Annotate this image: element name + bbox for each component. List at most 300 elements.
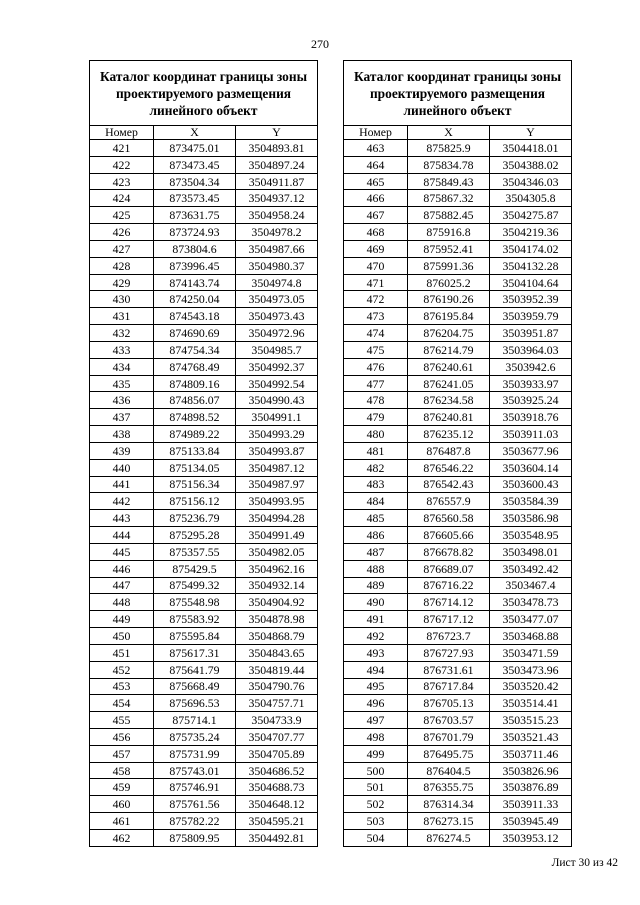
cell-x: 874143.74 xyxy=(154,274,236,291)
column-header-number: Номер xyxy=(90,126,154,140)
cell-y: 3503933.97 xyxy=(490,375,572,392)
cell-number: 457 xyxy=(90,745,154,762)
table-row xyxy=(344,392,572,409)
table-row xyxy=(344,611,572,628)
table-row xyxy=(90,745,318,762)
cell-x: 875743.01 xyxy=(154,762,236,779)
cell-number: 462 xyxy=(90,829,154,846)
cell-y: 3504987.66 xyxy=(236,240,318,257)
cell-number: 485 xyxy=(344,510,408,527)
cell-y: 3504982.05 xyxy=(236,543,318,560)
cell-y: 3503478.73 xyxy=(490,594,572,611)
cell-y: 3504104.64 xyxy=(490,274,572,291)
cell-y: 3503586.98 xyxy=(490,510,572,527)
cell-number: 474 xyxy=(344,325,408,342)
cell-x: 875809.95 xyxy=(154,829,236,846)
table-row xyxy=(90,712,318,729)
cell-number: 467 xyxy=(344,207,408,224)
table-row xyxy=(90,358,318,375)
table-row xyxy=(344,358,572,375)
table-row xyxy=(90,695,318,712)
coordinate-catalog-left xyxy=(89,60,318,847)
cell-y: 3504993.95 xyxy=(236,493,318,510)
table-row xyxy=(90,493,318,510)
cell-y: 3504992.37 xyxy=(236,358,318,375)
cell-number: 504 xyxy=(344,829,408,846)
cell-x: 873473.45 xyxy=(154,156,236,173)
cell-y: 3504893.81 xyxy=(236,140,318,157)
table-row xyxy=(90,257,318,274)
table-row xyxy=(90,274,318,291)
cell-number: 429 xyxy=(90,274,154,291)
cell-y: 3504686.52 xyxy=(236,762,318,779)
cell-number: 499 xyxy=(344,745,408,762)
cell-y: 3503548.95 xyxy=(490,527,572,544)
table-row xyxy=(344,527,572,544)
cell-number: 448 xyxy=(90,594,154,611)
table-row xyxy=(90,442,318,459)
cell-y: 3504878.98 xyxy=(236,611,318,628)
cell-x: 875731.99 xyxy=(154,745,236,762)
table-row xyxy=(344,240,572,257)
cell-x: 875952.41 xyxy=(408,240,490,257)
cell-y: 3504595.21 xyxy=(236,813,318,830)
cell-number: 424 xyxy=(90,190,154,207)
table-row xyxy=(344,493,572,510)
cell-number: 471 xyxy=(344,274,408,291)
catalog-rows xyxy=(90,140,318,847)
cell-x: 876701.79 xyxy=(408,728,490,745)
table-row xyxy=(344,308,572,325)
cell-number: 441 xyxy=(90,476,154,493)
table-row xyxy=(90,728,318,745)
table-row xyxy=(90,325,318,342)
cell-number: 450 xyxy=(90,628,154,645)
cell-y: 3504648.12 xyxy=(236,796,318,813)
table-row xyxy=(344,813,572,830)
table-row xyxy=(90,644,318,661)
cell-number: 473 xyxy=(344,308,408,325)
cell-x: 875696.53 xyxy=(154,695,236,712)
cell-x: 875991.36 xyxy=(408,257,490,274)
table-row xyxy=(344,274,572,291)
cell-y: 3504733.9 xyxy=(236,712,318,729)
table-row xyxy=(90,560,318,577)
cell-y: 3503600.43 xyxy=(490,476,572,493)
cell-y: 3504707.77 xyxy=(236,728,318,745)
cell-number: 475 xyxy=(344,341,408,358)
cell-number: 470 xyxy=(344,257,408,274)
table-row xyxy=(344,409,572,426)
cell-number: 480 xyxy=(344,426,408,443)
cell-x: 876487.8 xyxy=(408,442,490,459)
cell-number: 431 xyxy=(90,308,154,325)
cell-number: 472 xyxy=(344,291,408,308)
cell-y: 3503467.4 xyxy=(490,577,572,594)
cell-y: 3504688.73 xyxy=(236,779,318,796)
cell-x: 876274.5 xyxy=(408,829,490,846)
cell-number: 436 xyxy=(90,392,154,409)
cell-x: 875849.43 xyxy=(408,173,490,190)
cell-x: 874898.52 xyxy=(154,409,236,426)
cell-y: 3504991.49 xyxy=(236,527,318,544)
cell-y: 3504492.81 xyxy=(236,829,318,846)
cell-number: 434 xyxy=(90,358,154,375)
cell-number: 452 xyxy=(90,661,154,678)
table-row xyxy=(344,291,572,308)
cell-number: 491 xyxy=(344,611,408,628)
cell-number: 482 xyxy=(344,459,408,476)
cell-number: 483 xyxy=(344,476,408,493)
column-header-number: Номер xyxy=(344,126,408,140)
table-row xyxy=(90,543,318,560)
table-row xyxy=(344,829,572,846)
cell-x: 875782.22 xyxy=(154,813,236,830)
cell-y: 3503711.46 xyxy=(490,745,572,762)
cell-x: 875429.5 xyxy=(154,560,236,577)
cell-number: 484 xyxy=(344,493,408,510)
column-header-y: Y xyxy=(490,126,572,140)
cell-number: 437 xyxy=(90,409,154,426)
cell-y: 3503477.07 xyxy=(490,611,572,628)
table-row xyxy=(90,678,318,695)
cell-y: 3504987.12 xyxy=(236,459,318,476)
table-row xyxy=(90,409,318,426)
cell-number: 454 xyxy=(90,695,154,712)
cell-number: 459 xyxy=(90,779,154,796)
cell-x: 875295.28 xyxy=(154,527,236,544)
page-number: 270 xyxy=(311,37,329,51)
cell-x: 876560.58 xyxy=(408,510,490,527)
cell-x: 875882.45 xyxy=(408,207,490,224)
cell-y: 3503826.96 xyxy=(490,762,572,779)
cell-y: 3504897.24 xyxy=(236,156,318,173)
cell-number: 461 xyxy=(90,813,154,830)
cell-x: 875617.31 xyxy=(154,644,236,661)
cell-number: 423 xyxy=(90,173,154,190)
cell-x: 874754.34 xyxy=(154,341,236,358)
cell-number: 488 xyxy=(344,560,408,577)
table-row xyxy=(344,644,572,661)
cell-y: 3504305.8 xyxy=(490,190,572,207)
cell-number: 490 xyxy=(344,594,408,611)
cell-x: 875761.56 xyxy=(154,796,236,813)
catalog-title: Каталог координат границы зоны проектируемого размещения линейного объект xyxy=(90,61,318,126)
cell-number: 503 xyxy=(344,813,408,830)
cell-number: 466 xyxy=(344,190,408,207)
cell-number: 477 xyxy=(344,375,408,392)
cell-x: 874768.49 xyxy=(154,358,236,375)
table-row xyxy=(90,207,318,224)
table-row xyxy=(90,661,318,678)
cell-number: 447 xyxy=(90,577,154,594)
cell-number: 464 xyxy=(344,156,408,173)
cell-x: 876240.61 xyxy=(408,358,490,375)
cell-y: 3504987.97 xyxy=(236,476,318,493)
cell-number: 430 xyxy=(90,291,154,308)
cell-number: 496 xyxy=(344,695,408,712)
cell-y: 3504275.87 xyxy=(490,207,572,224)
cell-x: 876190.26 xyxy=(408,291,490,308)
cell-x: 873573.45 xyxy=(154,190,236,207)
cell-x: 875595.84 xyxy=(154,628,236,645)
cell-x: 875916.8 xyxy=(408,224,490,241)
cell-number: 468 xyxy=(344,224,408,241)
cell-number: 442 xyxy=(90,493,154,510)
cell-x: 876195.84 xyxy=(408,308,490,325)
cell-x: 873996.45 xyxy=(154,257,236,274)
cell-number: 498 xyxy=(344,728,408,745)
cell-y: 3503498.01 xyxy=(490,543,572,560)
cell-y: 3503521.43 xyxy=(490,728,572,745)
cell-x: 875134.05 xyxy=(154,459,236,476)
cell-number: 479 xyxy=(344,409,408,426)
table-row xyxy=(90,156,318,173)
cell-number: 465 xyxy=(344,173,408,190)
cell-y: 3503514.41 xyxy=(490,695,572,712)
cell-x: 873804.6 xyxy=(154,240,236,257)
cell-number: 422 xyxy=(90,156,154,173)
table-row xyxy=(90,426,318,443)
table-row xyxy=(344,140,572,157)
cell-y: 3504985.7 xyxy=(236,341,318,358)
cell-number: 449 xyxy=(90,611,154,628)
table-row xyxy=(344,762,572,779)
cell-number: 455 xyxy=(90,712,154,729)
cell-number: 446 xyxy=(90,560,154,577)
cell-y: 3504994.28 xyxy=(236,510,318,527)
coordinate-catalog-right xyxy=(343,60,572,847)
cell-x: 873504.34 xyxy=(154,173,236,190)
cell-number: 438 xyxy=(90,426,154,443)
table-row xyxy=(90,240,318,257)
catalog-title: Каталог координат границы зоны проектируемого размещения линейного объект xyxy=(344,61,572,126)
table-row xyxy=(344,560,572,577)
cell-y: 3503953.12 xyxy=(490,829,572,846)
table-row xyxy=(90,510,318,527)
cell-x: 876273.15 xyxy=(408,813,490,830)
cell-y: 3504992.54 xyxy=(236,375,318,392)
cell-number: 502 xyxy=(344,796,408,813)
cell-x: 875735.24 xyxy=(154,728,236,745)
table-row xyxy=(90,190,318,207)
cell-x: 875133.84 xyxy=(154,442,236,459)
cell-x: 874543.18 xyxy=(154,308,236,325)
cell-y: 3504958.24 xyxy=(236,207,318,224)
cell-x: 876025.2 xyxy=(408,274,490,291)
cell-x: 876314.34 xyxy=(408,796,490,813)
cell-number: 486 xyxy=(344,527,408,544)
cell-y: 3503952.39 xyxy=(490,291,572,308)
cell-x: 876714.12 xyxy=(408,594,490,611)
cell-x: 876727.93 xyxy=(408,644,490,661)
cell-number: 421 xyxy=(90,140,154,157)
cell-number: 433 xyxy=(90,341,154,358)
table-row xyxy=(90,173,318,190)
table-row xyxy=(344,695,572,712)
table-row xyxy=(344,678,572,695)
cell-y: 3504973.05 xyxy=(236,291,318,308)
table-row xyxy=(344,207,572,224)
cell-y: 3504174.02 xyxy=(490,240,572,257)
cell-x: 876731.61 xyxy=(408,661,490,678)
table-row xyxy=(344,325,572,342)
cell-y: 3504978.2 xyxy=(236,224,318,241)
cell-x: 876240.81 xyxy=(408,409,490,426)
cell-x: 874250.04 xyxy=(154,291,236,308)
cell-y: 3504991.1 xyxy=(236,409,318,426)
table-row xyxy=(90,628,318,645)
table-row xyxy=(90,594,318,611)
cell-number: 453 xyxy=(90,678,154,695)
table-row xyxy=(90,224,318,241)
cell-x: 875583.92 xyxy=(154,611,236,628)
cell-y: 3504868.79 xyxy=(236,628,318,645)
cell-y: 3504993.29 xyxy=(236,426,318,443)
cell-y: 3504132.28 xyxy=(490,257,572,274)
table-row xyxy=(344,190,572,207)
cell-number: 500 xyxy=(344,762,408,779)
table-row xyxy=(344,224,572,241)
table-row xyxy=(344,543,572,560)
cell-number: 456 xyxy=(90,728,154,745)
cell-y: 3503964.03 xyxy=(490,341,572,358)
table-row xyxy=(90,611,318,628)
table-row xyxy=(344,426,572,443)
cell-y: 3503468.88 xyxy=(490,628,572,645)
cell-y: 3504219.36 xyxy=(490,224,572,241)
cell-x: 876241.05 xyxy=(408,375,490,392)
cell-y: 3504972.96 xyxy=(236,325,318,342)
cell-number: 489 xyxy=(344,577,408,594)
table-row xyxy=(90,779,318,796)
cell-x: 874989.22 xyxy=(154,426,236,443)
table-row xyxy=(344,375,572,392)
cell-y: 3503520.42 xyxy=(490,678,572,695)
cell-x: 876204.75 xyxy=(408,325,490,342)
cell-x: 876546.22 xyxy=(408,459,490,476)
table-row xyxy=(90,459,318,476)
cell-number: 493 xyxy=(344,644,408,661)
cell-number: 443 xyxy=(90,510,154,527)
cell-y: 3504974.8 xyxy=(236,274,318,291)
cell-number: 435 xyxy=(90,375,154,392)
cell-number: 426 xyxy=(90,224,154,241)
table-row xyxy=(90,762,318,779)
cell-x: 876717.12 xyxy=(408,611,490,628)
cell-x: 876705.13 xyxy=(408,695,490,712)
cell-y: 3503959.79 xyxy=(490,308,572,325)
cell-x: 873631.75 xyxy=(154,207,236,224)
cell-x: 875357.55 xyxy=(154,543,236,560)
cell-number: 440 xyxy=(90,459,154,476)
cell-number: 501 xyxy=(344,779,408,796)
cell-number: 495 xyxy=(344,678,408,695)
cell-y: 3504757.71 xyxy=(236,695,318,712)
column-header-x: X xyxy=(408,126,490,140)
cell-number: 463 xyxy=(344,140,408,157)
cell-number: 497 xyxy=(344,712,408,729)
cell-y: 3503471.59 xyxy=(490,644,572,661)
cell-y: 3503911.33 xyxy=(490,796,572,813)
cell-number: 451 xyxy=(90,644,154,661)
cell-y: 3504418.01 xyxy=(490,140,572,157)
table-row xyxy=(344,661,572,678)
cell-y: 3503945.49 xyxy=(490,813,572,830)
table-row xyxy=(90,813,318,830)
cell-y: 3504819.44 xyxy=(236,661,318,678)
table-row xyxy=(344,341,572,358)
cell-y: 3503604.14 xyxy=(490,459,572,476)
cell-y: 3503584.39 xyxy=(490,493,572,510)
cell-y: 3503515.23 xyxy=(490,712,572,729)
table-row xyxy=(90,140,318,157)
table-row xyxy=(344,628,572,645)
cell-x: 876234.58 xyxy=(408,392,490,409)
cell-y: 3504990.43 xyxy=(236,392,318,409)
cell-x: 875156.34 xyxy=(154,476,236,493)
cell-number: 445 xyxy=(90,543,154,560)
cell-y: 3504911.87 xyxy=(236,173,318,190)
cell-number: 432 xyxy=(90,325,154,342)
table-row xyxy=(344,779,572,796)
table-row xyxy=(344,712,572,729)
table-row xyxy=(90,392,318,409)
cell-x: 874690.69 xyxy=(154,325,236,342)
table-row xyxy=(344,577,572,594)
cell-x: 875834.78 xyxy=(408,156,490,173)
sheet-label: Лист 30 из 42 xyxy=(551,857,618,869)
cell-x: 875746.91 xyxy=(154,779,236,796)
cell-y: 3504843.65 xyxy=(236,644,318,661)
cell-x: 876723.7 xyxy=(408,628,490,645)
cell-x: 875825.9 xyxy=(408,140,490,157)
cell-number: 458 xyxy=(90,762,154,779)
cell-number: 425 xyxy=(90,207,154,224)
cell-y: 3503951.87 xyxy=(490,325,572,342)
table-row xyxy=(344,459,572,476)
cell-x: 876355.75 xyxy=(408,779,490,796)
cell-x: 876235.12 xyxy=(408,426,490,443)
cell-x: 876716.22 xyxy=(408,577,490,594)
cell-y: 3503918.76 xyxy=(490,409,572,426)
cell-x: 876404.5 xyxy=(408,762,490,779)
cell-number: 428 xyxy=(90,257,154,274)
cell-x: 873475.01 xyxy=(154,140,236,157)
cell-x: 875548.98 xyxy=(154,594,236,611)
cell-number: 427 xyxy=(90,240,154,257)
cell-y: 3504388.02 xyxy=(490,156,572,173)
cell-number: 439 xyxy=(90,442,154,459)
cell-y: 3504962.16 xyxy=(236,560,318,577)
cell-x: 876717.84 xyxy=(408,678,490,695)
cell-number: 494 xyxy=(344,661,408,678)
table-row xyxy=(344,257,572,274)
cell-y: 3504790.76 xyxy=(236,678,318,695)
cell-y: 3504973.43 xyxy=(236,308,318,325)
cell-y: 3504932.14 xyxy=(236,577,318,594)
table-row xyxy=(90,291,318,308)
table-row xyxy=(90,829,318,846)
cell-y: 3504937.12 xyxy=(236,190,318,207)
table-row xyxy=(344,510,572,527)
cell-y: 3503911.03 xyxy=(490,426,572,443)
column-header-y: Y xyxy=(236,126,318,140)
cell-number: 469 xyxy=(344,240,408,257)
cell-y: 3503677.96 xyxy=(490,442,572,459)
cell-x: 876678.82 xyxy=(408,543,490,560)
cell-y: 3503876.89 xyxy=(490,779,572,796)
